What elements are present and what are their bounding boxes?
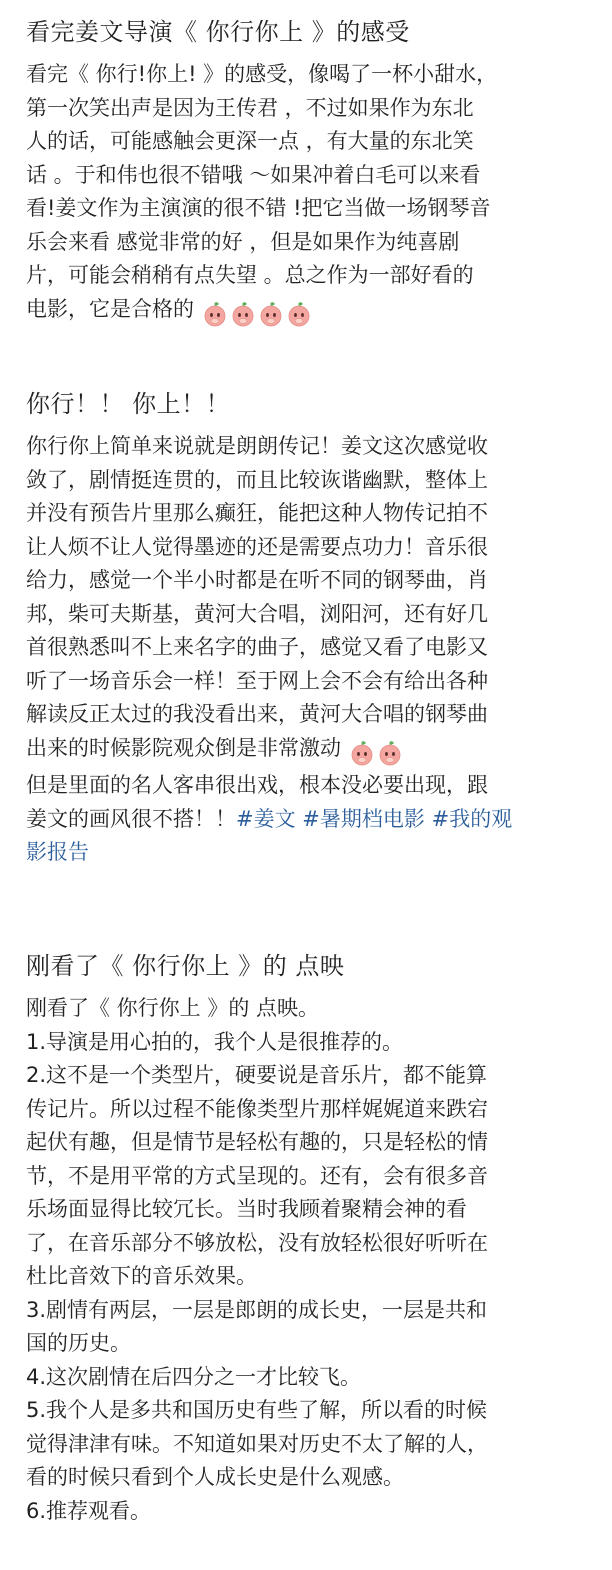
- body-line-text: 电影，它是合格的: [26, 296, 194, 321]
- body-line: 首很熟悉叫不上来名字的曲子，感觉又看了电影又: [26, 635, 488, 659]
- body-line: 1.导演是用心拍的，我个人是很推荐的。: [26, 1029, 404, 1054]
- body-line: 传记片。所以过程不能像类型片那样娓娓道来跌宕: [26, 1096, 488, 1121]
- body-line: 2.这不是一个类型片，硬要说是音乐片，都不能算: [26, 1063, 488, 1087]
- body-line-text: 姜文的画风很不搭！！: [26, 806, 236, 831]
- body-line: 起伏有趣，但是情节是轻松有趣的，只是轻松的情: [26, 1130, 488, 1154]
- body-line: 看的时候只看到个人成长史是什么观感。: [26, 1465, 404, 1489]
- body-line: 敛了，剧情挺连贯的，而且比较诙谐幽默，整体上: [26, 467, 488, 492]
- emoji-row: [349, 736, 405, 770]
- body-line: 听了一场音乐会一样！至于网上会不会有给出各种: [26, 668, 488, 693]
- hashtag-link-continued[interactable]: 影报告: [26, 840, 89, 864]
- body-line: 让人烦不让人觉得墨迹的还是需要点功力！音乐很: [26, 534, 488, 559]
- body-line: 解读反正太过的我没看出来，黄河大合唱的钢琴曲: [26, 702, 488, 726]
- body-line: 你行你上简单来说就是朗朗传记！姜文这次感觉收: [26, 434, 488, 458]
- body-line: 杜比音效下的音乐效果。: [26, 1264, 257, 1288]
- peach-face-emoji: [230, 301, 256, 327]
- body-line: 节，不是用平常的方式呈现的。还有，会有很多音: [26, 1163, 488, 1188]
- body-line: 乐场面显得比较冗长。当时我顾着聚精会神的看: [26, 1197, 467, 1221]
- body-line-text: 出来的时候影院观众倒是非常激动: [26, 735, 341, 760]
- peach-face-emoji: [377, 740, 403, 766]
- body-line: 6.推荐观看。: [26, 1498, 152, 1523]
- post-2: [26, 386, 594, 948]
- body-line: 觉得津津有味。不知道如果对历史不太了解的人，: [26, 1431, 488, 1456]
- peach-face-emoji: [258, 301, 284, 327]
- post-3: [26, 948, 594, 1528]
- post-title: 你行！！ 你上！！: [26, 390, 231, 418]
- post-title: 看完姜文导演《 你行你上 》的感受: [26, 18, 410, 46]
- post-1: [26, 14, 594, 386]
- body-line: 看!姜文作为主演演的很不错 !把它当做一场钢琴音: [26, 196, 491, 220]
- body-line: 话 。于和伟也很不错哦 ～如果冲着白毛可以来看: [26, 162, 481, 187]
- peach-face-emoji: [286, 301, 312, 327]
- post-body: [26, 992, 594, 1528]
- emoji-row: [202, 297, 314, 331]
- body-line: 给力，感觉一个半小时都是在听不同的钢琴曲，肖: [26, 568, 488, 592]
- body-line: [26, 836, 594, 870]
- body-line: 了，在音乐部分不够放松，没有放轻松很好听听在: [26, 1230, 488, 1255]
- body-line: 5.我个人是多共和国历史有些了解，所以看的时候: [26, 1398, 488, 1422]
- body-line: 4.这次剧情在后四分之一才比较飞。: [26, 1364, 362, 1389]
- peach-face-emoji: [349, 740, 375, 766]
- hashtag-link[interactable]: #姜文: [236, 806, 296, 831]
- body-line-with-tags: [26, 803, 594, 837]
- hashtag-link[interactable]: #暑期档电影: [302, 806, 425, 831]
- peach-face-emoji: [202, 301, 228, 327]
- body-line: 人的话，可能感触会更深一点 ，有大量的东北笑: [26, 129, 474, 153]
- post-body: [26, 58, 594, 330]
- body-line-with-emoji: [26, 732, 594, 770]
- body-line: 乐会来看 感觉非常的好 ，但是如果作为纯喜剧: [26, 229, 460, 254]
- body-line: 第一次笑出声是因为王传君 ，不过如果作为东北: [26, 95, 474, 120]
- post-title: 刚看了《 你行你上 》的 点映: [26, 952, 345, 980]
- body-line: 3.剧情有两层，一层是郎朗的成长史，一层是共和: [26, 1297, 488, 1322]
- body-line-with-emoji: [26, 293, 594, 331]
- body-line: 刚看了《 你行你上 》的 点映。: [26, 996, 320, 1020]
- body-line: 邦，柴可夫斯基，黄河大合唱，浏阳河，还有好几: [26, 601, 488, 626]
- body-line: 并没有预告片里那么癫狂，能把这种人物传记拍不: [26, 501, 488, 525]
- body-line: 国的历史。: [26, 1331, 131, 1355]
- body-line: 但是里面的名人客串很出戏，根本没必要出现，跟: [26, 773, 488, 797]
- hashtag-link[interactable]: #我的观: [431, 806, 513, 831]
- body-line: 看完《 你行!你上! 》的感受，像喝了一杯小甜水，: [26, 62, 498, 86]
- body-line: 片，可能会稍稍有点失望 。总之作为一部好看的: [26, 263, 474, 287]
- post-body: [26, 430, 594, 870]
